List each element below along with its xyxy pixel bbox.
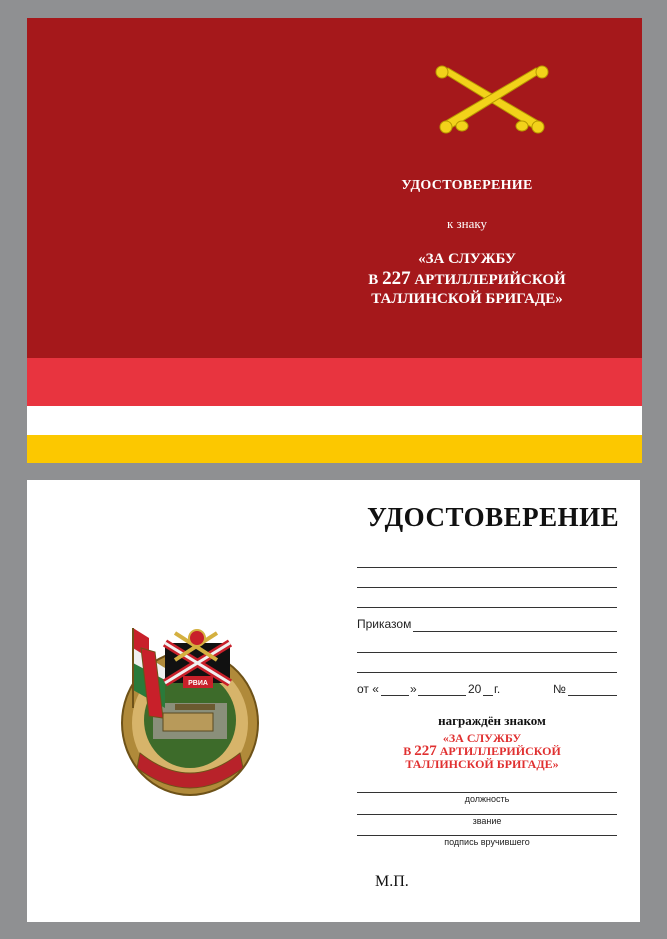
cover-award-name <box>327 250 607 309</box>
blank-line-5[interactable] <box>357 672 617 673</box>
number-label: № <box>553 682 566 696</box>
blank-line-3[interactable] <box>357 607 617 608</box>
stripe-yellow <box>27 435 642 463</box>
stamp-label: М.П. <box>375 873 409 890</box>
inner-award-prefix: В <box>403 744 415 758</box>
certificate-cover <box>27 18 642 463</box>
inner-award-line3: ТАЛЛИНСКОЙ БРИГАДЕ» <box>405 757 559 771</box>
date-month-field[interactable] <box>418 695 466 696</box>
cover-subtitle: к знаку <box>446 216 488 231</box>
blank-line-2[interactable] <box>357 587 617 588</box>
year-suffix: г. <box>494 682 501 696</box>
cover-award-number: 227 <box>382 268 411 289</box>
date-quote-close: » <box>410 682 417 696</box>
inner-title: УДОСТОВЕРЕНИЕ <box>367 502 620 532</box>
position-label: должность <box>464 794 510 804</box>
cover-award-line1: «ЗА СЛУЖБУ <box>418 251 516 267</box>
position-field[interactable] <box>357 792 617 793</box>
signature-label: подпись вручившего <box>444 837 530 847</box>
blank-line-1[interactable] <box>357 567 617 568</box>
year-label: 20 <box>468 682 482 696</box>
inner-award-name <box>337 732 627 771</box>
cover-award-prefix: В <box>368 272 383 288</box>
cover-award-line2 <box>327 269 607 290</box>
awarded-label: награждён знаком <box>438 713 546 728</box>
inner-award-number: 227 <box>414 743 437 759</box>
year-field[interactable] <box>483 695 493 696</box>
cover-award-line3: ТАЛЛИНСКОЙ БРИГАДЕ» <box>371 291 563 307</box>
date-from-label: от « <box>357 682 379 696</box>
svg-text:РВИА: РВИА <box>188 680 208 687</box>
blank-line-4[interactable] <box>357 652 617 653</box>
stripe-white <box>27 406 642 435</box>
number-field[interactable] <box>568 695 617 696</box>
cover-title: УДОСТОВЕРЕНИЕ <box>401 178 533 193</box>
medal-badge-icon <box>105 608 275 803</box>
cover-award-suffix: АРТИЛЛЕРИЙСКОЙ <box>410 272 566 288</box>
rank-field[interactable] <box>357 814 617 815</box>
stripe-red <box>27 358 642 406</box>
signature-field[interactable] <box>357 835 617 836</box>
inner-award-line1: «ЗА СЛУЖБУ <box>442 731 522 745</box>
crossed-cannons-icon <box>432 64 552 136</box>
order-label: Приказом <box>357 617 412 631</box>
date-day-field[interactable] <box>381 695 409 696</box>
certificate-inner-page <box>27 480 640 922</box>
inner-award-suffix: АРТИЛЛЕРИЙСКОЙ <box>436 744 561 758</box>
rank-label: звание <box>472 816 502 826</box>
order-field[interactable] <box>413 631 617 632</box>
